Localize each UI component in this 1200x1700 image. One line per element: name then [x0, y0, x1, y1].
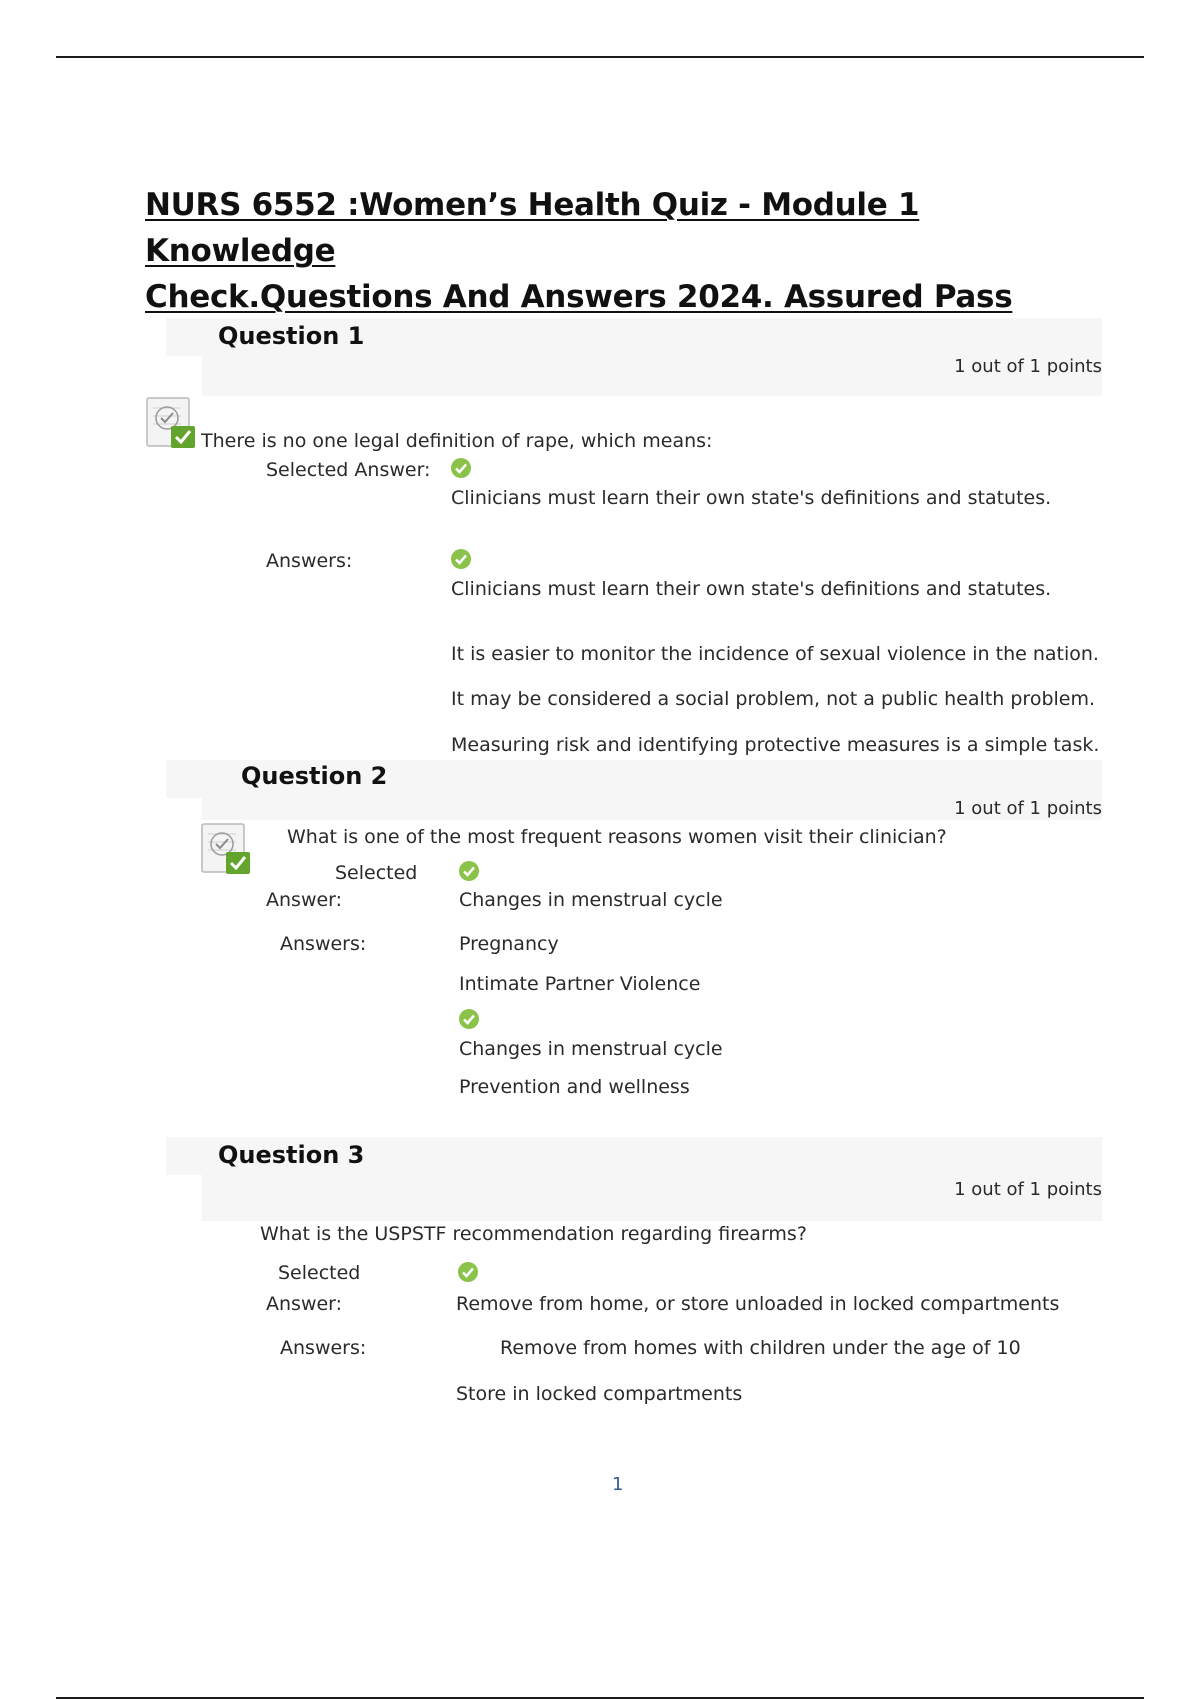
check-circle-icon	[451, 549, 471, 569]
q3-answers-label: Answers:	[280, 1337, 367, 1359]
question-3-points: 1 out of 1 points	[954, 1179, 1102, 1200]
page-number: 1	[612, 1474, 624, 1495]
q2-selected-answer: Changes in menstrual cycle	[459, 889, 723, 911]
title-line-1: NURS 6552 :Women’s Health Quiz - Module 1 Knowledge	[145, 187, 920, 269]
question-2-text: What is one of the most frequent reasons women visit their clinician?	[287, 826, 947, 848]
question-2-points: 1 out of 1 points	[954, 798, 1102, 819]
document-title	[145, 182, 1045, 320]
top-rule	[56, 56, 1144, 58]
q2-selected-label: Selected	[335, 862, 418, 884]
q2-answer-option: Pregnancy	[459, 933, 559, 955]
q3-answer-label: Answer:	[266, 1293, 343, 1315]
question-1-points: 1 out of 1 points	[954, 356, 1102, 377]
q2-answer-label: Answer:	[266, 889, 343, 911]
q2-answers-label: Answers:	[280, 933, 367, 955]
q3-selected-label: Selected	[278, 1262, 361, 1284]
q3-selected-answer: Remove from home, or store unloaded in locked compartments	[456, 1293, 1060, 1315]
question-3-title: Question 3	[218, 1141, 365, 1169]
question-1-text: There is no one legal definition of rape, which means:	[201, 430, 713, 452]
title-line-2: Check.Questions And Answers 2024. Assured Pass	[145, 279, 1013, 315]
q1-answers-label: Answers:	[266, 550, 353, 572]
q1-answer-option: It may be considered a social problem, not a public health problem.	[451, 688, 1096, 710]
q1-answer-option: It is easier to monitor the incidence of sexual violence in the nation.	[451, 643, 1099, 665]
q2-answer-option: Changes in menstrual cycle	[459, 1038, 723, 1060]
q2-answer-option: Intimate Partner Violence	[459, 973, 701, 995]
q2-answer-option: Prevention and wellness	[459, 1076, 690, 1098]
check-circle-icon	[459, 861, 479, 881]
check-circle-icon	[451, 458, 471, 478]
correct-answer-icon	[145, 396, 199, 450]
check-circle-icon	[459, 1009, 479, 1029]
question-3-text: What is the USPSTF recommendation regarding firearms?	[260, 1223, 807, 1245]
q3-answer-option: Store in locked compartments	[456, 1383, 743, 1405]
q1-answer-option: Measuring risk and identifying protective measures is a simple task.	[451, 734, 1100, 756]
q1-selected-answer: Clinicians must learn their own state's definitions and statutes.	[451, 487, 1052, 509]
q1-answer-option: Clinicians must learn their own state's definitions and statutes.	[451, 578, 1052, 600]
correct-answer-icon	[200, 822, 254, 876]
q1-selected-answer-label: Selected Answer:	[266, 459, 431, 481]
bottom-rule	[56, 1697, 1144, 1699]
question-1-title: Question 1	[218, 322, 365, 350]
check-circle-icon	[458, 1262, 478, 1282]
question-2-title: Question 2	[241, 762, 388, 790]
q3-answer-option: Remove from homes with children under the age of 10	[500, 1337, 1021, 1359]
